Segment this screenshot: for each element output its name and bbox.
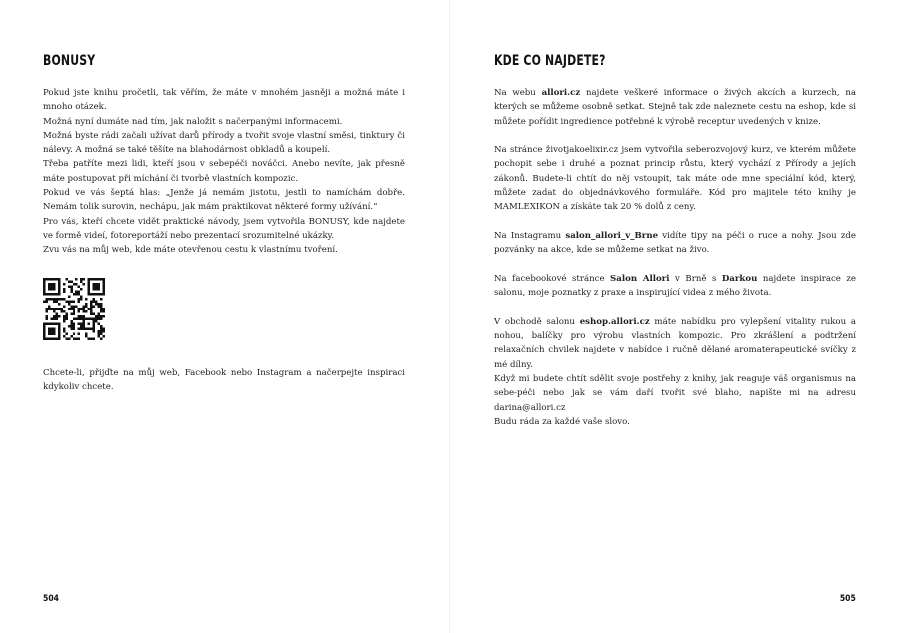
web-paragraph: Na webu allori.cz najdete veškeré informace o živých akcích a kurzech, na kterých se můžeme osobně setkat. Stejně tak zde naleznete cestu na eshop, kde si můžete pořídit ingredience potřebné k výrobě receptur uvedených v knize. [494,88,856,127]
bonus-heading: BONUSY [43,53,96,69]
bonus-paragraph: Třeba patříte mezi lidi, kteří jsou v sebepéči nováčci. Anebo nevíte, jak přesně máte postupovat při míchání či tvorbě vlastních kompozic. [43,159,405,184]
bonus-paragraph: Pokud jste knihu pročetli, tak věřím, že máte v mnohém jasněji a možná máte i mnoho otázek. [43,88,405,113]
web-link[interactable]: allori.cz [541,88,581,98]
facebook-page-name[interactable]: Salon Allori [610,273,670,284]
course-paragraph: Na stránce životjakoelixir.cz jsem vytvořila seberozvojový kurz, ve kterém můžete pochopit sebe i druhé a poznat princip růstu, který vychází z Přírody a jejích zákonů. Budete-li chtít do něj vstoupit, tak máte ode mne speciální kód, který, můžete zadat do objednávkového formuláře. Kód pro majitele této knihy je MAMLEXIKON a získáte tak 20 % dolů z ceny. [494,145,856,213]
contact-paragraph: Když mi budete chtít sdělit svoje postřehy z knihy, jak reaguje váš organismus na sebe-péči nebo jak se vám daří tvořit své blaho, napište mi na adresu darina@allori.cz [494,373,856,413]
bonus-paragraph: Pokud ve vás šeptá hlas: „Jenže já nemám jistotu, jestli to namíchám dobře. Nemám tolik surovin, nechápu, jak mám praktikovat některé formy užívání.“ [43,188,405,213]
eshop-link[interactable]: eshop.allori.cz [579,316,650,327]
right-page [450,0,900,633]
person-name: Darkou [721,273,758,284]
page-number-right: 505 [840,594,856,604]
closing-paragraph: Budu ráda za každé vaše slovo. [494,416,630,427]
eshop-paragraph: V obchodě salonu eshop.allori.cz máte nabídku pro vylepšení vitality rukou a nohou, balíčky pro výrobu vlastních kompozic. Pro zkrášlení a podtržení relaxačních chvilek najdete v nabídce i ručně dělané aromaterapeutické svíčky z mé dílny. [494,316,856,370]
where-body [494,86,856,429]
page-number-left: 504 [43,594,59,604]
bonus-body [43,86,405,258]
where-heading: KDE CO NAJDETE? [494,53,606,69]
qr-code[interactable] [43,278,105,340]
facebook-paragraph: Na facebookové stránce Salon Allori v Brně s Darkou najdete inspirace ze salonu, moje poznatky z praxe a inspirující videa z mého života. [494,273,856,299]
bonus-paragraph: Pro vás, kteří chcete vidět praktické návody, jsem vytvořila BONUSY, kde najdete ve formě videí, fotoreportáží nebo prezentací srozumitelné ukázky. [43,216,405,241]
bonus-paragraph: Možná byste rádi začali užívat darů přírody a tvořit svoje vlastní směsi, tinktury či nálevy. A možná se také těšíte na blahodárnost obkladů a koupelí. [43,130,405,156]
footer-paragraph: Chcete-li, přijďte na můj web, Facebook nebo Instagram a načerpejte inspiraci kdykoliv chcete. [43,368,405,393]
bonus-paragraph: Zvu vás na můj web, kde máte otevřenou cestu k vlastnímu tvoření. [43,245,338,256]
bonus-paragraph: Možná nyní dumáte nad tím, jak naložit s načerpanými informacemi. [43,116,343,127]
instagram-paragraph: Na Instagramu salon_allori_v_Brne vidíte tipy na péči o ruce a nohy. Jsou zde pozvánky na akce, kde se můžeme setkat na živo. [494,230,856,256]
bonus-footer-text [43,366,405,395]
instagram-handle[interactable]: salon_allori_v_Brne [565,230,659,241]
